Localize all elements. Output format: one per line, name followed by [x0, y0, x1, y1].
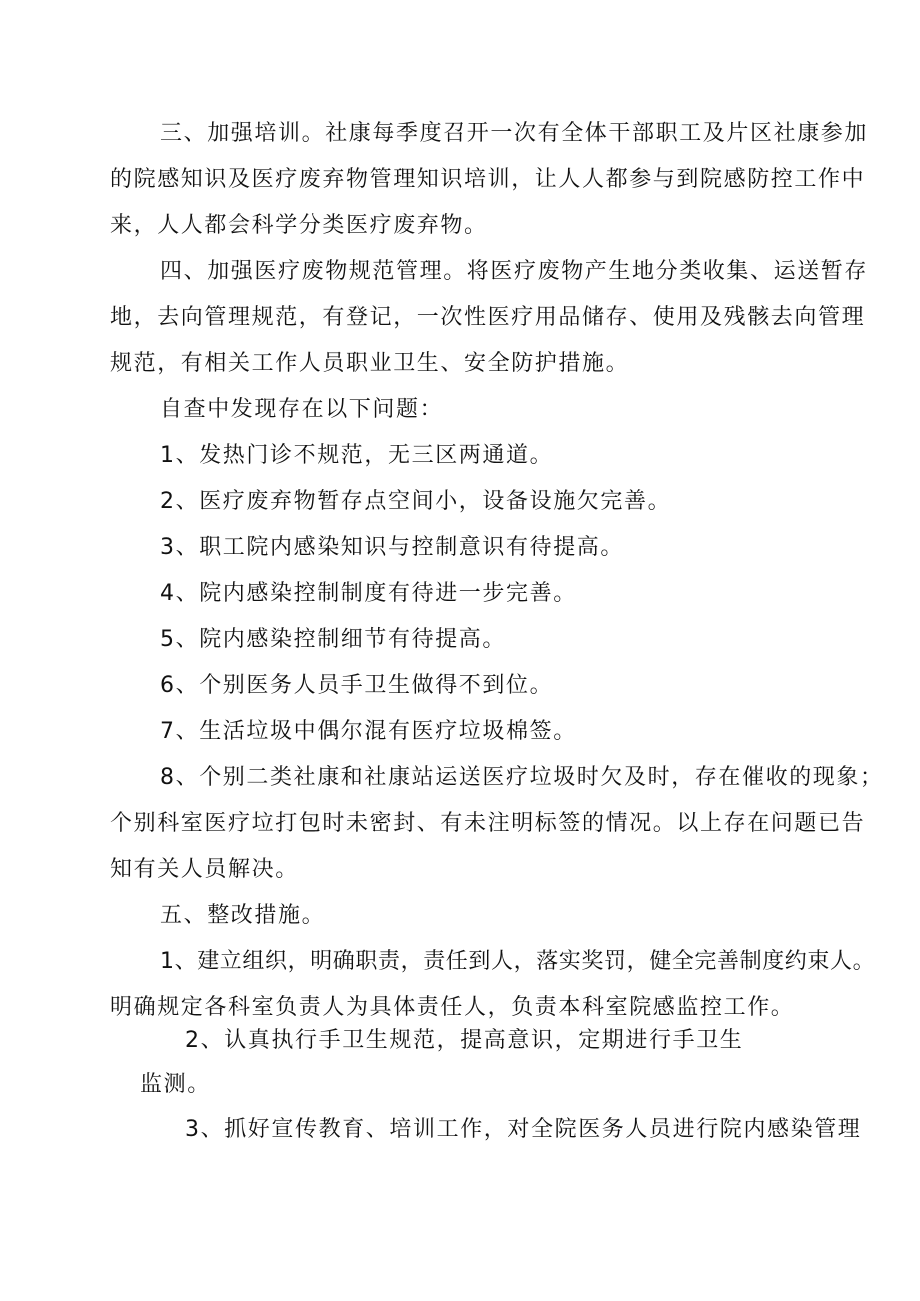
issue-item-5: 5、院内感染控制细节有待提高。: [160, 627, 506, 652]
self-check-heading: 自查中发现存在以下问题：: [160, 397, 444, 422]
paragraph-waste-line-3: 规范，有相关工作人员职业卫生、安全防护措施。: [110, 351, 630, 376]
paragraph-waste-line-1: 四、加强医疗废物规范管理。将医疗废物产生地分类收集、运送暂存: [160, 259, 869, 284]
measure-1-line-2: 明确规定各科室负责人为具体责任人，负责本科室院感监控工作。: [110, 995, 795, 1020]
issue-item-8-line-3: 知有关人员解决。: [110, 857, 299, 882]
issue-item-6: 6、个别医务人员手卫生做得不到位。: [160, 673, 554, 698]
issue-item-3: 3、职工院内感染知识与控制意识有待提高。: [160, 535, 624, 560]
measure-2-line-1: 2、认真执行手卫生规范，提高意识，定期进行手卫生: [185, 1028, 744, 1053]
measure-3-line-1: 3、抓好宣传教育、培训工作，对全院医务人员进行院内感染管理: [185, 1117, 862, 1142]
issue-item-2: 2、医疗废弃物暂存点空间小，设备设施欠完善。: [160, 489, 672, 514]
paragraph-training-line-2: 的院感知识及医疗废弃物管理知识培训，让人人都参与到院感防控工作中: [110, 167, 866, 192]
issue-item-7: 7、生活垃圾中偶尔混有医疗垃圾棉签。: [160, 719, 577, 744]
issue-item-8-line-1: 8、个别二类社康和社康站运送医疗垃圾时欠及时，存在催收的现象；: [160, 765, 884, 790]
issue-item-1: 1、发热门诊不规范，无三区两通道。: [160, 443, 554, 468]
issue-item-4: 4、院内感染控制制度有待进一步完善。: [160, 581, 577, 606]
issue-item-8-line-2: 个别科室医疗垃打包时未密封、有未注明标签的情况。以上存在问题已告: [110, 811, 866, 836]
measure-2-line-2: 监测。: [140, 1072, 211, 1097]
paragraph-waste-line-2: 地，去向管理规范，有登记，一次性医疗用品储存、使用及残骸去向管理: [110, 305, 866, 330]
measure-1-line-1: 1、建立组织，明确职责，责任到人，落实奖罚，健全完善制度约束人。: [160, 949, 876, 974]
measures-heading: 五、整改措施。: [160, 903, 326, 928]
paragraph-training-line-1: 三、加强培训。社康每季度召开一次有全体干部职工及片区社康参加: [160, 121, 869, 146]
paragraph-training-line-3: 来，人人都会科学分类医疗废弃物。: [110, 213, 488, 238]
